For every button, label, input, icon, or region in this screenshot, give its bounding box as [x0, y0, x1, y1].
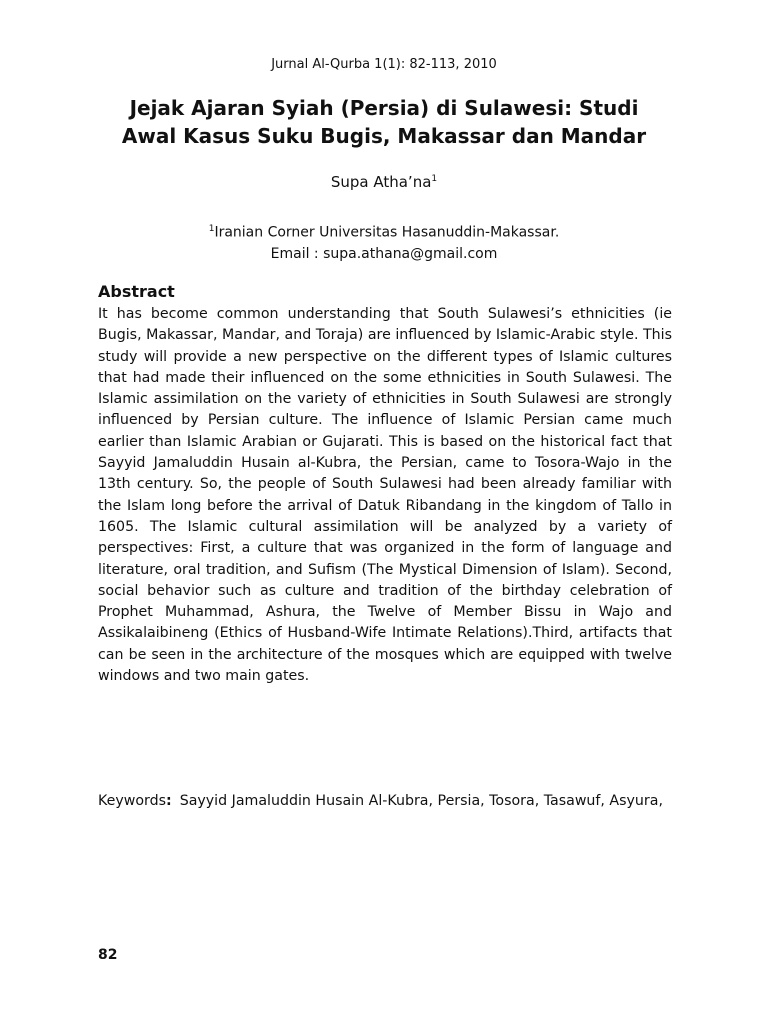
keywords-colon: :	[166, 793, 172, 809]
abstract-heading: Abstract	[98, 282, 175, 301]
affiliation-block	[0, 219, 768, 265]
keywords-block	[98, 791, 672, 812]
author-text: Supa Atha’na	[330, 173, 432, 191]
title-line-2: Awal Kasus Suku Bugis, Makassar dan Mandar	[121, 124, 647, 148]
abstract-text: It has become common understanding that South Sulawesi’s ethnicities (ie Bugis, Makassar, Mandar, and Toraja) are influenced by Islamic-Arabic style. This study will provide a new perspective on the different types of Islamic cultures that had made their influenced on the some ethnicities in South Sulawesi. The Islamic assimilation on the variety of ethnicities in South Sulawesi are strongly influenced by Persian culture. The influence of Islamic Persian came much earlier than Islamic Arabian or Gujarati. This is based on the historical fact that Sayyid Jamaluddin Husain al-Kubra, the Persian, came to Tosora-Wajo in the 13th century. So, the people of South Sulawesi had been already familiar with the Islam long before the arrival of Datuk Ribandang in the kingdom of Tallo in 1605. The Islamic cultural assimilation will be analyzed by a variety of perspectives: First, a culture that was organized in the form of language and literature, oral tradition, and Sufism (The Mystical Dimension of Islam). Second, social behavior such as culture and tradition of the birthday celebration of Prophet Muhammad, Ashura, the Twelve of Member Bissu in Wajo and Assikalaibineng (Ethics of Husband-Wife Intimate Relations).Third, artifacts that can be seen in the architecture of the mosques which are equipped with twelve windows and two main gates.	[98, 306, 672, 685]
email-line: Email : supa.athana@gmail.com	[270, 245, 498, 262]
title-line-1: Jejak Ajaran Syiah (Persia) di Sulawesi: Studi	[129, 96, 639, 120]
affiliation-line	[0, 219, 768, 244]
keywords-label-text: Keywords	[98, 793, 166, 809]
page-number: 82	[98, 947, 118, 963]
author-footnote-mark: 1	[431, 174, 438, 184]
journal-citation: Jurnal Al-Qurba 1(1): 82-113, 2010	[271, 57, 497, 72]
article-title	[60, 94, 708, 150]
author-name	[0, 173, 768, 191]
keywords-label	[98, 791, 172, 812]
affiliation-footnote-mark: 1	[208, 224, 215, 234]
affiliation-text: Iranian Corner Universitas Hasanuddin-Makassar.	[214, 224, 560, 241]
keywords-list: Sayyid Jamaluddin Husain Al-Kubra, Persia, Tosora, Tasawuf, Asyura,	[179, 793, 663, 809]
